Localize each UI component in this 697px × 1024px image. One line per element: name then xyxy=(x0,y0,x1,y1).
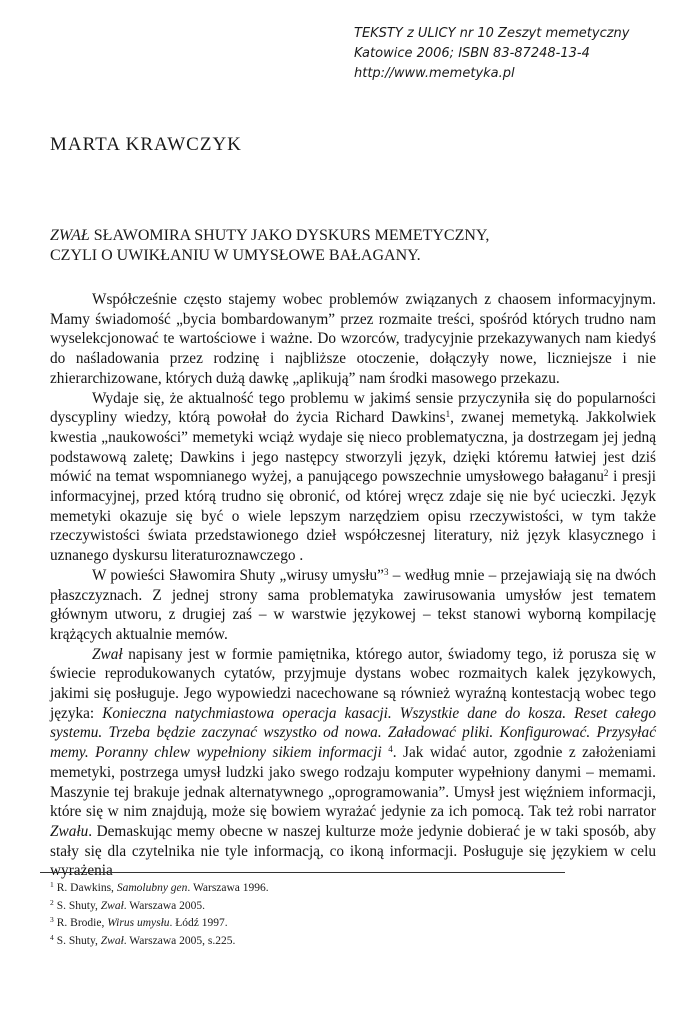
footnote-imprint: . Warszawa 2005. xyxy=(123,899,206,912)
paragraph-2-text-b: , zwanej memetyką. Jakkolwiek kwestia „naukowości” memetyki wciąż wydaje się nieco problematyczna, ja dostrzegam jej jedną podstawową zaletę; Dawkins i jego następcy stworzyli język, dzięki któremu łatwiej jest dziś mówić na temat wspomnianego wyżej, a panującego powszechnie umysłowego bałaganu xyxy=(50,409,656,486)
footnote-1 xyxy=(50,880,269,898)
footnote-4 xyxy=(50,933,269,951)
footnote-ref-1: 1 xyxy=(445,409,451,420)
title-line-1-rest: SŁAWOMIRA SHUTY JAKO DYSKURS MEMETYCZNY, xyxy=(89,227,490,244)
author-name: MARTA KRAWCZYK xyxy=(50,134,242,155)
footnote-author: S. Shuty, xyxy=(56,934,101,947)
footnote-number: 2 xyxy=(50,897,54,907)
paragraph-4-text-b: napisany jest w formie pamiętnika, którego autor, świadomy tego, iż porusza się w świecie reprodukowanych cytatów, przyjmuje dystans wobec rozmaitych kalek językowych, jakimi się posługuje. Jego wypowiedzi nacechowane są również wyraźną kontestacją wobec tego języka: xyxy=(50,645,656,722)
paragraph-2-text-a: Wydaje się, że aktualność tego problemu w jakimś sensie przyczyniła się do popularności dyscypliny wiedzy, którą powołał do życia Richard Dawkins xyxy=(50,389,656,427)
footnote-imprint: . Łódź 1997. xyxy=(169,917,228,929)
header-journal-line: TEKSTY z ULICY nr 10 Zeszyt memetyczny xyxy=(354,26,630,41)
footnote-author: R. Dawkins, xyxy=(56,882,117,894)
footnote-ref-2: 2 xyxy=(603,468,609,479)
paragraph-4-quotation: Konieczna natychmiastowa operacja kasacji. Wszystkie dane do kosza. Reset całego systemu. Trzeba będzie zaczynać wszystko od nowa. Załadować pliki. Konfigurować. Przysyłać memy. Poranny chlew wypełniony sikiem informacji xyxy=(50,704,656,762)
title-line-1 xyxy=(50,226,489,246)
title-line-2: CZYLI O UWIKŁANIU W UMYSŁOWE BAŁAGANY. xyxy=(50,247,421,264)
footnote-imprint: . Warszawa 2005, s.225. xyxy=(123,934,236,947)
paragraph-4-italic-title: Zwał xyxy=(92,645,123,663)
header-url-line: http://www.memetyka.pl xyxy=(354,66,515,81)
header-isbn-line: Katowice 2006; ISBN 83-87248-13-4 xyxy=(354,46,590,61)
paragraph-1: Współcześnie często stajemy wobec problemów związanych z chaosem informacyjnym. Mamy świadomość „bycia bombardowanym” przez rozmaite treści, spośród których trudno nam wyselekcjonować te wartościowe i ważne. Do wzorców, tradycyjnie przekazywanych nam kiedyś do naśladowania przez rodzinę i najbliższe otoczenie, dołączyły nowe, liczniejsze i nie zhierarchizowane, których dużą dawkę „aplikują” nam środki masowego przekazu. xyxy=(50,291,656,387)
footnote-book-title: Zwał xyxy=(100,899,124,912)
footnotes xyxy=(50,880,269,950)
paragraph-3-text-b: – według mnie – przejawiają się na dwóch płaszczyznach. Z jednej strony sama problematyka zawirusowania umysłów jest tematem głównym utworu, z drugiej zaś – w warstwie językowej – tekst stanowi wyborną kompilację krążących aktualnie memów. xyxy=(50,566,656,643)
paragraph-2 xyxy=(50,389,656,566)
footnote-number: 3 xyxy=(50,915,54,924)
footnote-author: S. Shuty, xyxy=(56,899,101,912)
paragraph-4-text-d: . Jak widać autor, zgodnie z założeniami memetyki, postrzega umysł ludzki jako swego rodzaju komputer wypełniony danymi – memami. Maszynie tej brakuje jednak alternatywnego „oprogramowania”. Umysł jest więźniem informacji, które się w nim znajdują, może się bowiem wyrażać jedynie za ich pomocą. Tak też robi narrator xyxy=(50,744,657,821)
footnote-ref-3: 3 xyxy=(383,566,389,577)
footnote-book-title: Zwał xyxy=(100,934,124,947)
footnote-book-title: Samolubny gen xyxy=(116,882,188,894)
footnote-number: 4 xyxy=(50,932,54,942)
paragraph-4 xyxy=(50,645,656,881)
footnote-divider xyxy=(40,872,565,873)
publication-header xyxy=(354,24,684,84)
paragraph-4-italic-title-2: Zwału xyxy=(50,822,89,840)
paragraph-2-text-c: i presji informacyjnej, przed którą trudno się obronić, od której wręcz zdaje się nie być ucieczki. Język memetyki okazuje się być o wiele lepszym narzędziem opisu rzeczywistości, w tym także rzeczywistości świata przedstawionego dzieł współczesnej literatury, niż język klasycznego i uznanego dyskursu literaturoznawczego . xyxy=(50,468,656,565)
footnote-imprint: . Warszawa 1996. xyxy=(187,882,269,894)
paragraph-3-text-a: W powieści Sławomira Shuty „wirusy umysłu” xyxy=(92,566,384,584)
footnote-number: 1 xyxy=(50,880,54,889)
article-body xyxy=(50,290,656,881)
paragraph-4-text-f: . Demaskując memy obecne w naszej kulturze może jedynie dobierać je w taki sposób, aby stały się dla czytelnika nie tyle informacją, co ikoną informacji. Posługuje się językiem w celu wyrażenia xyxy=(50,822,656,880)
footnote-ref-4: 4 xyxy=(388,744,393,755)
title-italic-word: ZWAŁ xyxy=(50,227,90,244)
paragraph-3 xyxy=(50,566,656,645)
footnote-book-title: Wirus umysłu xyxy=(107,917,170,929)
footnote-author: R. Brodie, xyxy=(56,917,108,929)
footnote-3 xyxy=(50,915,269,933)
article-title xyxy=(50,226,489,266)
footnote-2 xyxy=(50,898,269,916)
